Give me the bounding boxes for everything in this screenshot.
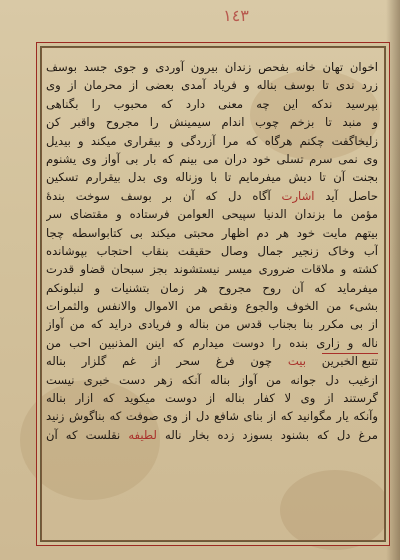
text-segment: اینن المذنبین احب من [46,335,165,350]
text-line: زرد ندی تا بوسف بناله و فریاد آمدی بعضی از محرمان از وی [46,78,378,93]
rubric-heading: بیت [287,354,306,369]
text-line: اخوان تهان خانه بفحص زندان بیرون آوردی و جوی جسد بوسف [46,60,378,74]
text-segment: گرستند از وی لا کفار بناله [224,391,378,406]
text-line-with-rubric [46,187,378,205]
folio-number: ١٤٣ [223,6,249,25]
text-line: بیتهم مایت خود هر دم اظهار محبتی میکند بی کتابواسطه چجا [46,225,378,240]
text-segment: چون فرغ سحر از غم گلزار بناله [46,354,273,369]
text-segment: ناله و زاری بنده را دوست میدارم که [172,335,378,350]
text-line-with-rubric [46,352,378,370]
text-line [46,371,378,389]
text-segment: حاصل آید [325,188,378,203]
text-line: کشته و ملاقات ضروری میسر نیستشوند بجز سبحان قضاو قدرت [46,262,378,277]
rubric-heading: اشارت [281,188,315,203]
text-line: زلیخاگفت چکنم هرگاه که مرا آزردگی و بیقراری میکند و بیدیل [46,133,378,148]
rubric-heading: لطیفه [128,427,157,442]
text-line: وآنکه یار مگوانید که از بنای شافع دل از وی صوفت که بناگوش زنید [46,409,378,424]
text-line-with-rubric [46,426,378,444]
text-line: بشیء من الخوف والجوع ونقص من الاموال والانفس والثمرات [46,299,378,314]
text-line: آب وخاک زنجیر جمال وصال حقیقت بنقاب احتجاب بپوشانده [46,243,378,258]
text-segment: آنکه زهر دست خبری نیست [46,372,201,387]
text-line: بجنت آن تا دیش میفرمایم تا با وزناله وی بدل بیقرارم تسکین [46,170,378,185]
text-segment: بسوزد زده بخار ناله [165,427,273,442]
text-line [46,389,378,407]
text-segment: ازغیب دل جوانه من آواز بناله [210,372,378,387]
text-line: وی نمی سرم تسلی خود دران می بینم که بار بی آواز وی یشنوم [46,151,378,166]
manuscript-text-block [46,58,378,536]
text-segment: مرغ دل که بشنود [280,427,378,442]
text-line [46,334,378,352]
text-line: بپرسید ندکه این چه معنی دارد که محبوب را بگناهی [46,96,378,111]
text-line: میفرماید که آن روح مجروح هر زمان بتشنیات و لنبلونکم [46,280,378,295]
text-segment: آگاه دل که آن بر بوسف سوخت بندۀ [46,188,271,203]
text-line: مؤمن ما بزندان الدنیا سپیحی العوامن فرستاده و مقتضای سر [46,207,378,222]
text-segment: از دوست میکوید که ازار بناله [46,391,216,406]
text-line: و منبد تا بزخم چوب اندام سیمینش را مجروح واقبر کن [46,115,378,130]
text-line: از بی مکرر بنا بجناب قدس من بناله و فریادی دراید که من آواز [46,317,378,332]
text-segment: نقلست که آن [46,427,121,442]
overlined-phrase: تتبع الخبرین [321,354,378,369]
